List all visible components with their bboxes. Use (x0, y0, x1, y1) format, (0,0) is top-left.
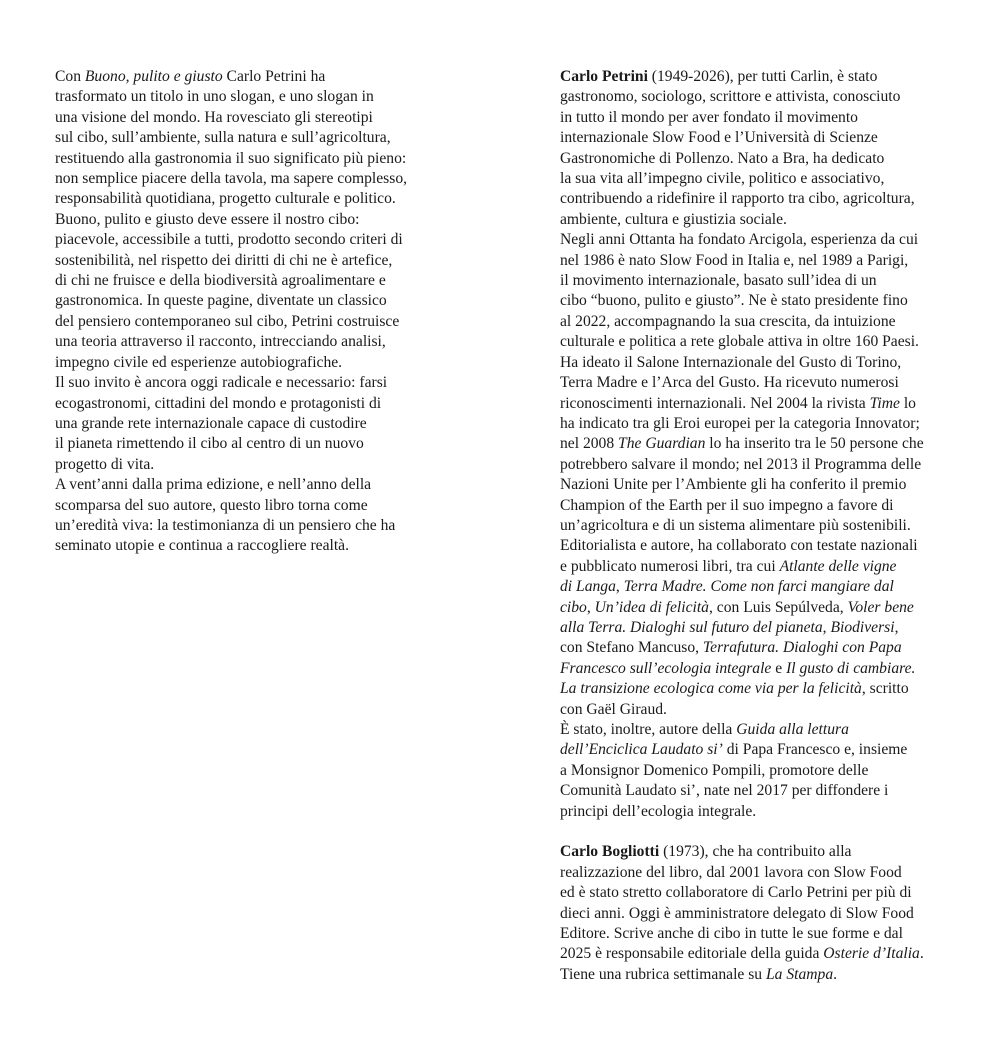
text-segment: con Gaël Giraud. (560, 700, 667, 718)
text-segment: culturale e politica a rete globale attiva in oltre 160 Paesi. (560, 333, 919, 351)
italic-text: di Langa (560, 578, 616, 596)
left-column-book-description (55, 67, 440, 557)
text-segment: dieci anni. Oggi è amministratore delegato di Slow Food (560, 904, 914, 922)
text-line (560, 965, 960, 985)
text-segment: Buono, pulito e giusto deve essere il nostro cibo: (55, 210, 360, 228)
text-line (55, 516, 440, 536)
text-segment: lo ha inserito tra le 50 persone che (705, 435, 924, 453)
text-segment: seminato utopie e continua a raccogliere realtà. (55, 537, 349, 555)
text-segment: È stato, inoltre, autore della (560, 721, 737, 738)
text-line (560, 679, 960, 699)
text-line (560, 108, 960, 128)
text-segment: progetto di vita. (55, 455, 155, 473)
text-line (560, 924, 960, 944)
text-segment: Il suo invito è ancora oggi radicale e necessario: farsi (55, 374, 388, 392)
text-line (55, 169, 440, 189)
italic-text: Osterie d’Italia (823, 945, 920, 963)
text-line (560, 434, 960, 454)
text-line (560, 618, 960, 638)
italic-text: Voler bene (847, 598, 914, 616)
text-segment: con Stefano Mancuso, (560, 639, 703, 657)
text-line (560, 496, 960, 516)
text-line (55, 108, 440, 128)
text-line (55, 536, 440, 556)
text-segment: Con (55, 68, 85, 85)
bold-name: Carlo Bogliotti (560, 843, 660, 861)
text-segment: A vent’anni dalla prima edizione, e nell’anno della (55, 476, 372, 494)
text-segment: il pianeta rimettendo il cibo al centro di un nuovo (55, 435, 364, 453)
text-line (560, 312, 960, 332)
text-segment: ed è stato stretto collaboratore di Carlo Petrini per più di (560, 884, 912, 902)
italic-text: Biodiversi (830, 618, 895, 636)
text-segment: ha indicato tra gli Eroi europei per la categoria Innovator; (560, 414, 920, 432)
text-line (560, 189, 960, 209)
italic-text: cibo (560, 598, 587, 616)
text-line (560, 557, 960, 577)
text-segment: trasformato un titolo in uno slogan, e uno slogan in (55, 88, 374, 106)
text-segment: gastronomo, sociologo, scrittore e attivista, conosciuto (560, 88, 901, 106)
text-line (55, 189, 440, 209)
text-line (560, 577, 960, 597)
text-line (560, 251, 960, 271)
text-segment: 2025 è responsabile editoriale della guida (560, 945, 824, 963)
text-segment: la sua vita all’impegno civile, politico e associativo, (560, 170, 885, 188)
text-segment: al 2022, accompagnando la sua crescita, da intuizione (560, 312, 896, 330)
text-line (560, 761, 960, 781)
text-segment: , con Luis Sepúlveda, (708, 598, 848, 616)
text-line (560, 781, 960, 801)
text-segment: cibo “buono, pulito e giusto”. Ne è stato presidente fino (560, 292, 908, 310)
text-line (560, 802, 960, 822)
text-segment: di chi ne fruisce e della biodiversità agroalimentare e (55, 272, 386, 290)
text-segment: Ha ideato il Salone Internazionale del Gusto di Torino, (560, 353, 902, 371)
italic-text: Il gusto di cambiare. (786, 659, 916, 677)
text-line (560, 659, 960, 679)
italic-text: Buono, pulito e giusto (84, 68, 223, 85)
text-segment: lo (899, 394, 916, 412)
text-segment: Gastronomiche di Pollenzo. Nato a Bra, ha dedicato (560, 149, 885, 167)
text-line (55, 353, 440, 373)
text-line (560, 944, 960, 964)
text-line (560, 455, 960, 475)
italic-text: The Guardian (618, 435, 706, 453)
text-segment: responsabilità quotidiana, progetto culturale e politico. (55, 190, 396, 208)
text-line (55, 414, 440, 434)
text-line (560, 169, 960, 189)
text-line (55, 332, 440, 352)
text-segment: potrebbero salvare il mondo; nel 2013 il Programma delle (560, 455, 922, 473)
text-segment: scomparsa del suo autore, questo libro torna come (55, 496, 368, 514)
text-segment: , (586, 598, 595, 616)
text-segment: una teoria attraverso il racconto, intrecciando analisi, (55, 333, 386, 351)
text-segment: a Monsignor Domenico Pompili, promotore delle (560, 761, 869, 779)
paragraph-spacer (560, 822, 960, 842)
text-segment: Editorialista e autore, ha collaborato con testate nazionali (560, 537, 918, 555)
text-line (560, 128, 960, 148)
text-segment: sostenibilità, nel rispetto dei diritti di chi ne è artefice, (55, 251, 393, 269)
text-line (560, 210, 960, 230)
text-segment: del pensiero contemporaneo sul cibo, Petrini costruisce (55, 312, 400, 330)
text-line (560, 67, 960, 87)
text-line (560, 332, 960, 352)
text-segment: . (919, 945, 924, 963)
text-line (560, 271, 960, 291)
text-line (55, 455, 440, 475)
text-line (55, 210, 440, 230)
text-segment: Carlo Petrini ha (222, 68, 326, 85)
text-line (55, 373, 440, 393)
italic-text: La transizione ecologica come via per la felicità (560, 680, 862, 698)
italic-text: Guida alla lettura (736, 721, 849, 738)
text-segment: Champion of the Earth per il suo impegno a favore di (560, 496, 894, 514)
text-segment: restituendo alla gastronomia il suo significato più pieno: (55, 149, 407, 167)
text-segment: un’agricoltura e di un sistema alimentare più sostenibili. (560, 516, 911, 534)
text-segment: riconoscimenti internazionali. Nel 2004 la rivista (560, 394, 870, 412)
text-segment: nel 2008 (560, 435, 619, 453)
text-segment: impegno civile ed esperienze autobiografiche. (55, 353, 343, 371)
right-column-author-bios (560, 67, 960, 985)
text-line (55, 475, 440, 495)
text-line (560, 475, 960, 495)
text-segment: , (822, 618, 831, 636)
text-line (55, 67, 440, 87)
text-segment: un’eredità viva: la testimonianza di un pensiero che ha (55, 516, 396, 534)
text-segment: non semplice piacere della tavola, ma sapere complesso, (55, 170, 408, 188)
text-segment: il movimento internazionale, basato sull’idea di un (560, 272, 877, 290)
text-segment: contribuendo a ridefinire il rapporto tra cibo, agricoltura, (560, 190, 915, 208)
text-line (560, 373, 960, 393)
text-line (560, 863, 960, 883)
text-line (560, 700, 960, 720)
text-segment: realizzazione del libro, dal 2001 lavora con Slow Food (560, 863, 902, 881)
text-line (55, 149, 440, 169)
text-segment: di Papa Francesco e, insieme (722, 741, 908, 759)
text-segment: e (771, 659, 787, 677)
text-line (55, 312, 440, 332)
text-line (55, 291, 440, 311)
text-line (560, 394, 960, 414)
text-line (560, 638, 960, 658)
text-segment: ecogastronomi, cittadini del mondo e protagonisti di (55, 394, 382, 412)
text-segment: sul cibo, sull’ambiente, sulla natura e sull’agricoltura, (55, 129, 391, 147)
italic-text: La Stampa (766, 965, 834, 983)
text-segment: ambiente, cultura e giustizia sociale. (560, 210, 787, 228)
text-line (55, 394, 440, 414)
text-segment: (1973), che ha contribuito alla (659, 843, 852, 861)
text-line (560, 904, 960, 924)
text-segment: principi dell’ecologia integrale. (560, 802, 757, 820)
italic-text: Terrafutura. Dialoghi con Papa (702, 639, 902, 657)
text-segment: una visione del mondo. Ha rovesciato gli stereotipi (55, 108, 373, 126)
text-line (55, 128, 440, 148)
text-segment: internazionale Slow Food e l’Università di Scienze (560, 129, 878, 147)
text-segment: piacevole, accessibile a tutti, prodotto secondo criteri di (55, 231, 403, 249)
text-line (55, 87, 440, 107)
italic-text: Atlante delle vigne (779, 557, 897, 575)
italic-text: Time (869, 394, 900, 412)
text-segment: , (894, 618, 899, 636)
text-line (560, 149, 960, 169)
text-line (560, 842, 960, 862)
text-segment: Terra Madre e l’Arca del Gusto. Ha ricevuto numerosi (560, 374, 899, 392)
text-segment: e pubblicato numerosi libri, tra cui (560, 557, 780, 575)
text-segment: (1949-2026), per tutti Carlin, è stato (647, 68, 878, 85)
text-line (560, 516, 960, 536)
text-line (55, 434, 440, 454)
text-segment: Negli anni Ottanta ha fondato Arcigola, esperienza da cui (560, 231, 919, 249)
text-segment: Nazioni Unite per l’Ambiente gli ha conferito il premio (560, 476, 907, 494)
text-line (560, 883, 960, 903)
text-segment: in tutto il mondo per aver fondato il movimento (560, 108, 858, 126)
text-line (55, 271, 440, 291)
text-line (560, 720, 960, 740)
text-line (560, 536, 960, 556)
italic-text: Francesco sull’ecologia integrale (560, 659, 772, 677)
text-line (55, 496, 440, 516)
bold-name: Carlo Petrini (560, 68, 648, 85)
text-line (55, 230, 440, 250)
text-segment: , scritto (861, 680, 909, 698)
text-segment: una grande rete internazionale capace di custodire (55, 414, 367, 432)
text-segment: . (833, 965, 838, 983)
italic-text: dell’Enciclica Laudato si’ (560, 741, 723, 759)
text-line (560, 414, 960, 434)
text-line (560, 353, 960, 373)
text-segment: Comunità Laudato si’, nate nel 2017 per diffondere i (560, 782, 889, 800)
italic-text: Terra Madre. Come non farci mangiare dal (623, 578, 894, 596)
text-line (55, 251, 440, 271)
text-line (560, 291, 960, 311)
text-line (560, 87, 960, 107)
text-segment: gastronomica. In queste pagine, diventate un classico (55, 292, 387, 310)
text-segment: Editore. Scrive anche di cibo in tutte le sue forme e dal (560, 925, 903, 943)
italic-text: Un’idea di felicità (594, 598, 709, 616)
text-segment: Tiene una rubrica settimanale su (560, 965, 766, 983)
text-segment: , (615, 578, 624, 596)
text-line (560, 230, 960, 250)
text-line (560, 598, 960, 618)
text-line (560, 740, 960, 760)
italic-text: alla Terra. Dialoghi sul futuro del pianeta (560, 618, 823, 636)
text-segment: nel 1986 è nato Slow Food in Italia e, nel 1989 a Parigi, (560, 251, 909, 269)
